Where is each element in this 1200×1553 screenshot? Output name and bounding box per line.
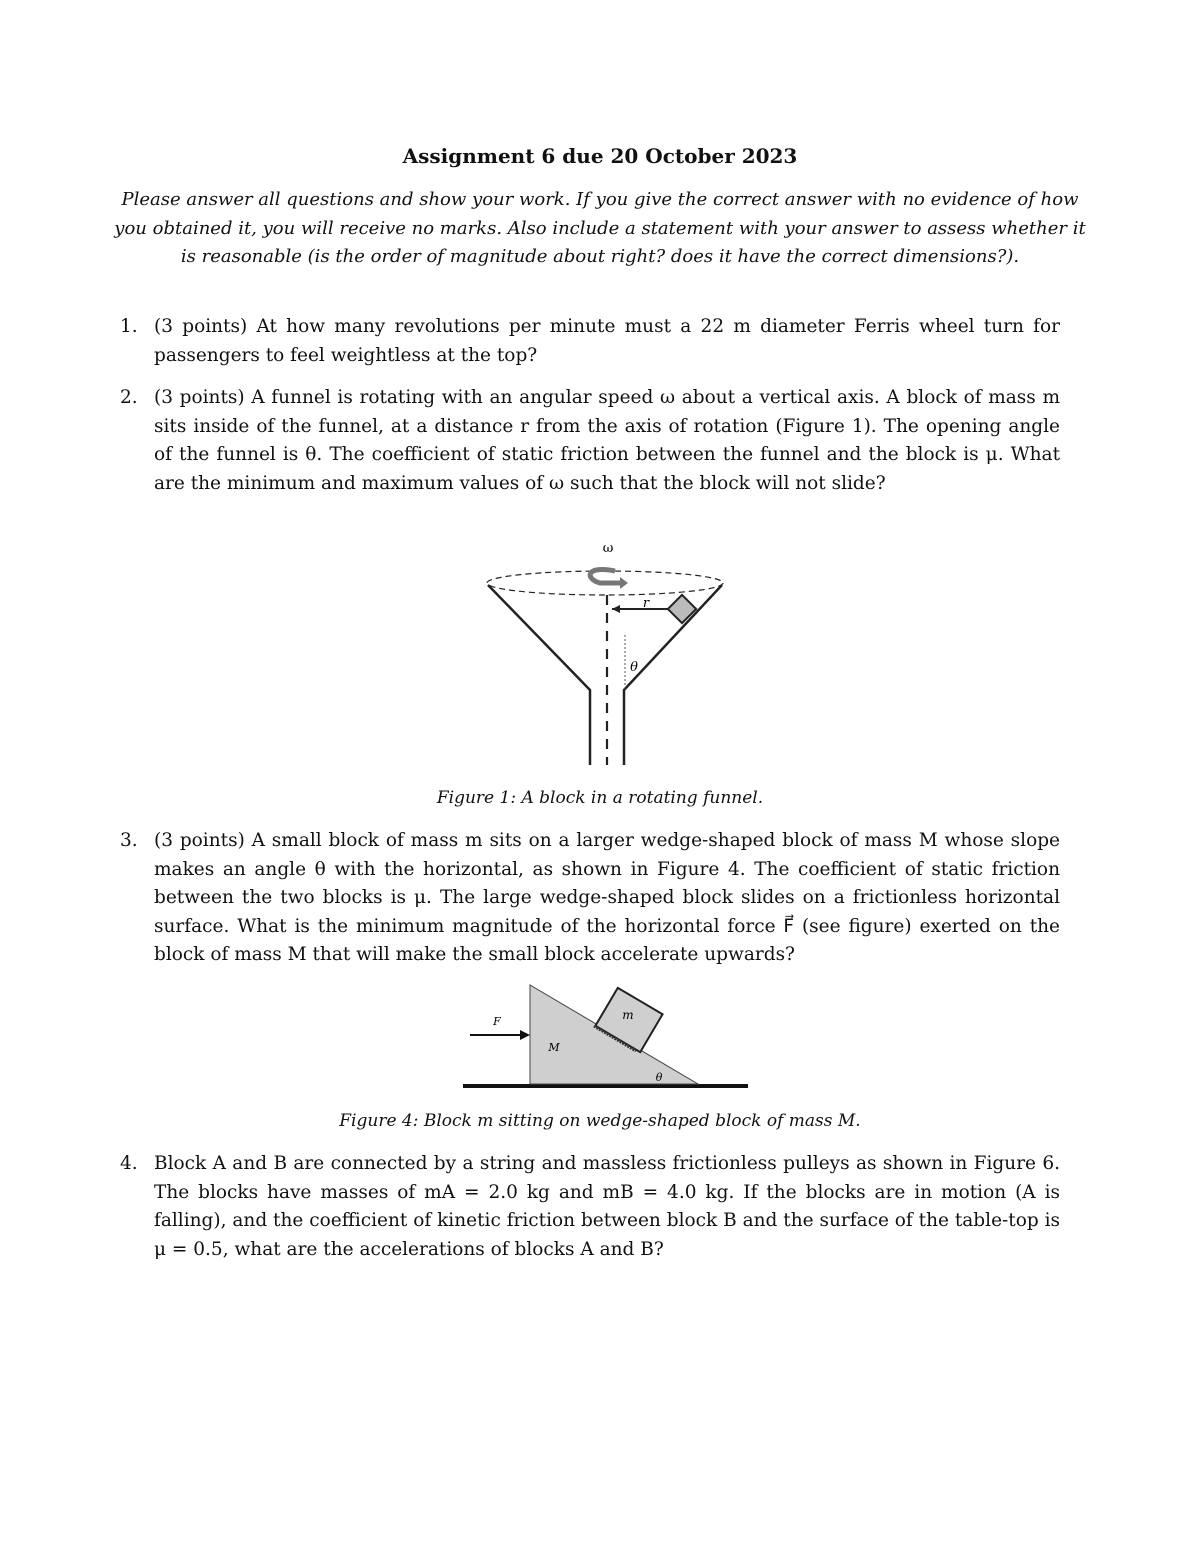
r-label: r [642, 596, 650, 611]
question-text: (3 points) A funnel is rotating with an angular speed ω about a vertical axis. A block of mass m sits inside of the funnel, at a distance r from the axis of rotation (Figure 1). The opening angle of the funnel is θ. The coefficient of static friction between the funnel and the block is μ. What are the minimum and maximum values of ω such that the block will not slide? [154, 387, 1060, 494]
theta-label: θ [630, 660, 638, 675]
m-label: m [622, 1008, 634, 1022]
figure-1-caption: Figure 1: A block in a rotating funnel. [436, 788, 764, 808]
F-label: F [493, 1015, 501, 1028]
rotation-arrowhead [620, 577, 628, 589]
omega-label: ω [602, 541, 614, 556]
question-number: 2. [120, 387, 138, 408]
funnel-figure [480, 535, 730, 770]
M-label: M [548, 1041, 560, 1054]
question-text: (3 points) At how many revolutions per minute must a 22 m diameter Ferris wheel turn for passengers to feel weightless at the top? [154, 316, 1060, 366]
instructions-paragraph: Please answer all questions and show your work. If you give the correct answer with no evidence of how you obtained it, you will receive no marks. Also include a statement with your answer to assess whether it is reasonable (is the order of magnitude about right? does it have the correct dimensions?). [114, 189, 1086, 267]
question-text: Block A and B are connected by a string and massless frictionless pulleys as shown in Figure 6. The blocks have masses of mA = 2.0 kg and mB = 4.0 kg. If the blocks are in motion (A is falling), and the coefficient of kinetic friction between block B and the surface of the table-top is μ = 0.5, what are the accelerations of blocks A and B? [154, 1153, 1060, 1260]
question-text: (3 points) A small block of mass m sits on a larger wedge-shaped block of mass M whose slope makes an angle θ with the horizontal, as shown in Figure 4. The coefficient of static friction between the two blocks is μ. The large wedge-shaped block slides on a frictionless horizontal surface. What is the minimum magnitude of the horizontal force F⃗ (see figure) exerted on the block of mass M that will make the small block accelerate upwards? [154, 830, 1060, 965]
figure-4-caption: Figure 4: Block m sitting on wedge-shaped block of mass M. [339, 1111, 861, 1131]
question-number: 3. [120, 830, 138, 851]
question-number: 1. [120, 316, 138, 337]
force-arrowhead [520, 1030, 530, 1040]
r-arrowhead-left [612, 605, 620, 613]
wedge-figure [460, 980, 755, 1092]
question-number: 4. [120, 1153, 138, 1174]
funnel-left-wall [488, 585, 590, 765]
theta-label: θ [655, 1071, 663, 1084]
assignment-title: Assignment 6 due 20 October 2023 [402, 144, 798, 168]
